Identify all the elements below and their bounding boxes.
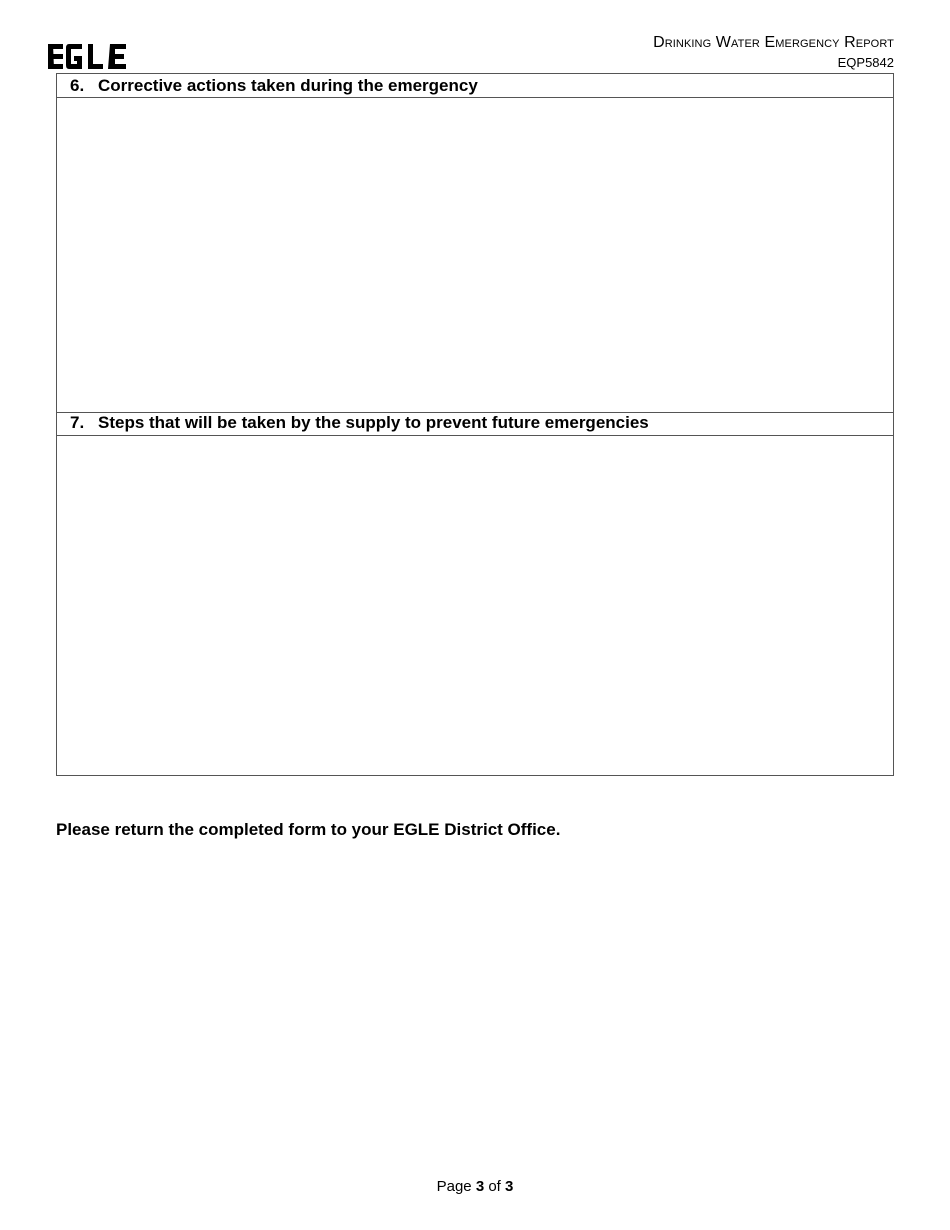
report-title: Drinking Water Emergency Report xyxy=(653,34,894,51)
total-pages-number: 3 xyxy=(505,1178,514,1195)
section-header xyxy=(57,411,893,436)
page-footer xyxy=(0,1178,950,1195)
prevention-steps-field[interactable] xyxy=(57,436,893,774)
section-corrective-actions xyxy=(56,73,894,413)
section-title: Steps that will be taken by the supply to prevent future emergencies xyxy=(98,413,649,432)
logo-text xyxy=(0,0,1,1)
egle-logo-mark xyxy=(48,43,128,70)
section-number: 7. xyxy=(70,413,85,432)
corrective-actions-field[interactable] xyxy=(57,98,893,411)
section-title: Corrective actions taken during the emergency xyxy=(98,75,478,95)
current-page-number: 3 xyxy=(475,1178,485,1195)
of-word: of xyxy=(488,1178,501,1195)
section-prevention-steps xyxy=(56,411,894,776)
return-instructions: Please return the completed form to your EGLE District Office. xyxy=(56,820,561,839)
section-header xyxy=(57,74,893,98)
page-word: Page xyxy=(436,1178,472,1195)
form-code: EQP5842 xyxy=(837,55,894,70)
section-number: 6. xyxy=(70,75,85,95)
